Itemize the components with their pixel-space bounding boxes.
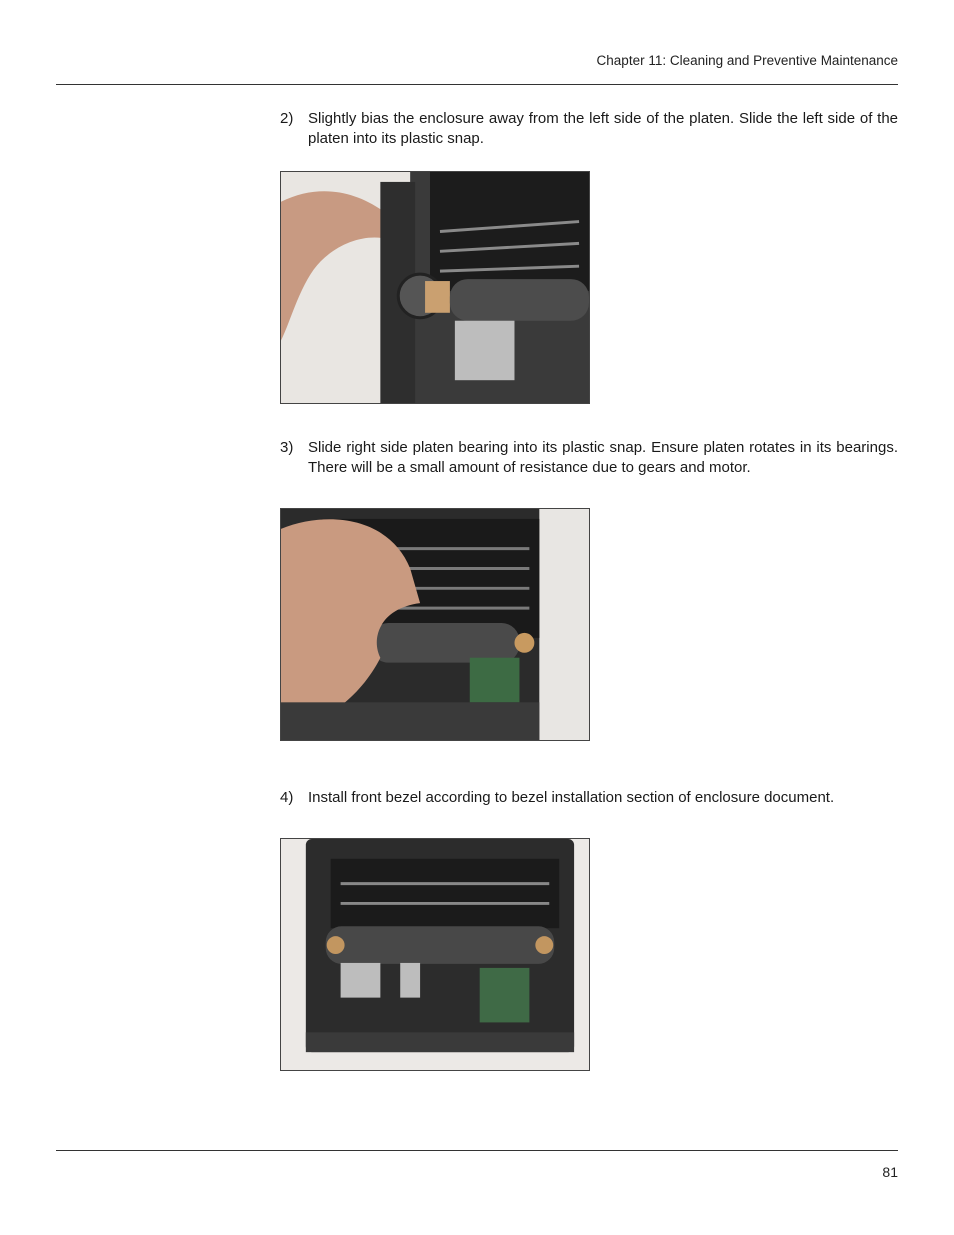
photo-left-platen-snap [280, 171, 590, 404]
photo-front-bezel-installed [280, 838, 590, 1071]
page-number: 81 [882, 1164, 898, 1180]
step-number: 2) [280, 110, 294, 127]
step-number: 3) [280, 439, 294, 456]
running-header: Chapter 11: Cleaning and Preventive Maintenance [596, 53, 898, 68]
step-text: Slightly bias the enclosure away from the left side of the platen. Slide the left side of the platen into its plastic snap. [308, 110, 898, 147]
step-text: Install front bezel according to bezel installation section of enclosure document. [308, 789, 835, 806]
step-number: 4) [280, 789, 294, 806]
footer-rule [56, 1150, 898, 1151]
header-rule [56, 84, 898, 85]
step-3 [280, 438, 898, 478]
step-2 [280, 109, 898, 149]
step-text: Slide right side platen bearing into its plastic snap. Ensure platen rotates in its bearings. There will be a small amount of resistance due to gears and motor. [308, 439, 898, 476]
step-4 [280, 788, 898, 808]
photo-right-platen-bearing [280, 508, 590, 741]
